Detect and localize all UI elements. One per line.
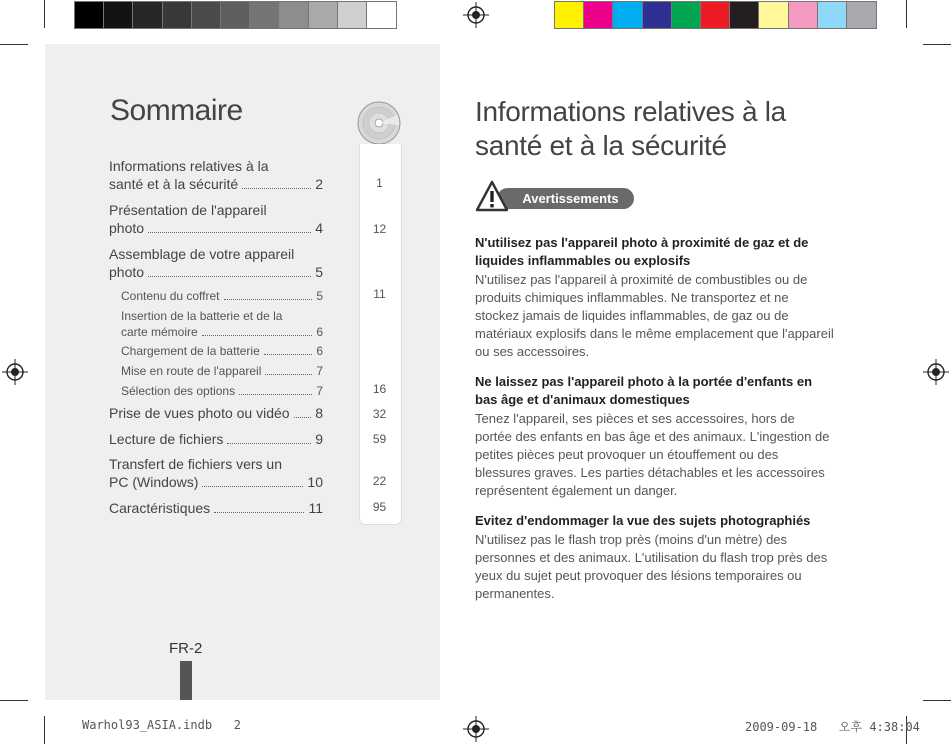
toc-subentry[interactable] (121, 288, 323, 304)
section-body: N'utilisez pas le flash trop près (moins d'un mètre) des personnes et des animaux. L'utilisation du flash trop près des yeux du sujet peut provoquer des lésions temporaires ou permanentes. (475, 532, 828, 601)
toc-leader-dots (214, 511, 304, 513)
color-swatch (279, 2, 308, 28)
warning-triangle-icon (475, 179, 509, 213)
toc-entry[interactable] (109, 245, 323, 281)
cd-page-reference: 12 (372, 222, 387, 236)
color-swatch (309, 2, 338, 28)
toc-entry-title: photo (109, 264, 145, 280)
cd-page-reference-column (359, 144, 402, 525)
crop-mark (44, 716, 45, 744)
cd-page-reference: 59 (372, 432, 387, 446)
warning-label: Avertissements (497, 188, 634, 209)
print-slug-date: 2009-09-18 오후 4:38:04 (745, 720, 920, 734)
crop-mark (44, 0, 45, 28)
color-swatch (367, 2, 396, 28)
toc-leader-dots (242, 187, 311, 189)
color-swatch (759, 2, 788, 28)
crop-mark (906, 0, 907, 28)
toc-entry-title: Lecture de fichiers (109, 431, 224, 447)
color-swatch (338, 2, 367, 28)
toc-leader-dots (148, 231, 311, 233)
color-swatch (818, 2, 847, 28)
toc-page-number: 8 (315, 405, 323, 421)
section-heading: N'utilisez pas l'appareil photo à proximité de gaz et de liquides inflammables ou explosifs (475, 235, 809, 268)
toc-entry-title-line: Assemblage de votre appareil (109, 246, 295, 262)
page-title: Sommaire (110, 94, 243, 127)
section-title: Informations relatives à la santé et à la sécurité (475, 96, 786, 161)
section-heading: Ne laissez pas l'appareil photo à la portée d'enfants en bas âge et d'animaux domestiques (475, 374, 813, 407)
toc-entry-title: Mise en route de l'appareil (121, 364, 262, 378)
toc-entry[interactable] (109, 455, 323, 491)
color-swatch (847, 2, 876, 28)
toc-subentry[interactable] (121, 383, 323, 399)
toc-leader-dots (148, 275, 311, 277)
cd-page-reference: 11 (373, 287, 386, 301)
toc-entry-title: Sélection des options (121, 384, 236, 398)
registration-mark-icon (463, 2, 489, 28)
toc-page-number: 6 (316, 325, 323, 339)
crop-mark (923, 44, 951, 45)
color-swatch (643, 2, 672, 28)
toc-entry-title-line: Présentation de l'appareil (109, 202, 267, 218)
toc-entry[interactable] (109, 157, 323, 193)
toc-page-number: 5 (316, 289, 323, 303)
toc-page-number: 7 (316, 364, 323, 378)
section-body: N'utilisez pas l'appareil à proximité de combustibles ou de produits chimiques inflammables. Ne transportez et ne stockez jamais de liquides inflammables, de gaz ou de matériaux explosifs dans le même emplacement que l'appareil ou ses accessoires. (475, 272, 834, 359)
cd-page-reference: 16 (372, 382, 387, 396)
toc-entry[interactable] (109, 499, 323, 517)
crop-mark (0, 44, 28, 45)
color-swatch (250, 2, 279, 28)
left-page (45, 44, 440, 700)
page-tab-bar (180, 661, 192, 700)
toc-entry-title: santé et à la sécurité (109, 176, 239, 192)
cmyk-color-bar (554, 1, 877, 29)
toc-page-number: 5 (315, 264, 323, 280)
warning-badge (475, 179, 645, 213)
toc-entry-title: Contenu du coffret (121, 289, 220, 303)
print-slug-filename: Warhol93_ASIA.indb 2 (82, 718, 241, 732)
registration-mark-icon (923, 359, 949, 385)
page-number: FR-2 (169, 640, 203, 657)
toc-subentry[interactable] (121, 308, 323, 340)
toc-entry[interactable] (109, 201, 323, 237)
toc-page-number: 11 (308, 500, 323, 516)
cd-disc-icon (357, 101, 401, 145)
toc-entry-title: Prise de vues photo ou vidéo (109, 405, 290, 421)
toc-entry[interactable] (109, 404, 323, 422)
color-swatch (104, 2, 133, 28)
toc-entry-title: carte mémoire (121, 325, 198, 339)
toc-entry-title: photo (109, 220, 145, 236)
toc-leader-dots (224, 298, 313, 300)
cd-page-reference: 95 (372, 500, 387, 514)
toc-entry-title: PC (Windows) (109, 474, 199, 490)
registration-mark-icon (463, 716, 489, 742)
toc-leader-dots (294, 416, 312, 418)
color-swatch (555, 2, 584, 28)
toc-leader-dots (202, 485, 303, 487)
color-swatch (789, 2, 818, 28)
cd-page-reference: 22 (372, 474, 387, 488)
grayscale-color-bar (74, 1, 397, 29)
toc-entry[interactable] (109, 430, 323, 448)
toc-entry-title-line: Transfert de fichiers vers un (109, 456, 282, 472)
color-swatch (192, 2, 221, 28)
toc-leader-dots (264, 353, 313, 355)
cd-page-reference: 1 (376, 176, 383, 190)
toc-leader-dots (202, 334, 313, 336)
color-swatch (133, 2, 162, 28)
toc-entry-title-line: Insertion de la batterie et de la (121, 309, 283, 323)
color-swatch (584, 2, 613, 28)
toc-page-number: 2 (315, 176, 323, 192)
toc-page-number: 4 (315, 220, 323, 236)
toc-entry-title: Chargement de la batterie (121, 344, 260, 358)
toc-leader-dots (265, 373, 312, 375)
color-swatch (163, 2, 192, 28)
color-swatch (75, 2, 104, 28)
toc-subentry[interactable] (121, 363, 323, 379)
color-swatch (221, 2, 250, 28)
cd-page-reference: 32 (372, 407, 387, 421)
toc-subentry[interactable] (121, 343, 323, 359)
registration-mark-icon (2, 359, 28, 385)
toc-leader-dots (239, 393, 312, 395)
color-swatch (613, 2, 642, 28)
section-body: Tenez l'appareil, ses pièces et ses accessoires, hors de portée des enfants en bas âge et des animaux. L'ingestion de petites pièces peut provoquer un étouffement ou des blessures graves. Les parties détachables et les accessoires représentent également un danger. (475, 411, 830, 498)
toc-page-number: 9 (315, 431, 323, 447)
toc-entry-title: Caractéristiques (109, 500, 211, 516)
toc-page-number: 7 (316, 384, 323, 398)
color-swatch (730, 2, 759, 28)
color-swatch (701, 2, 730, 28)
color-swatch (672, 2, 701, 28)
toc-entry-title-line: Informations relatives à la (109, 158, 269, 174)
section-heading: Evitez d'endommager la vue des sujets photographiés (475, 513, 811, 528)
toc-page-number: 10 (307, 474, 323, 490)
crop-mark (0, 700, 28, 701)
toc-page-number: 6 (316, 344, 323, 358)
crop-mark (923, 700, 951, 701)
toc-leader-dots (227, 442, 311, 444)
